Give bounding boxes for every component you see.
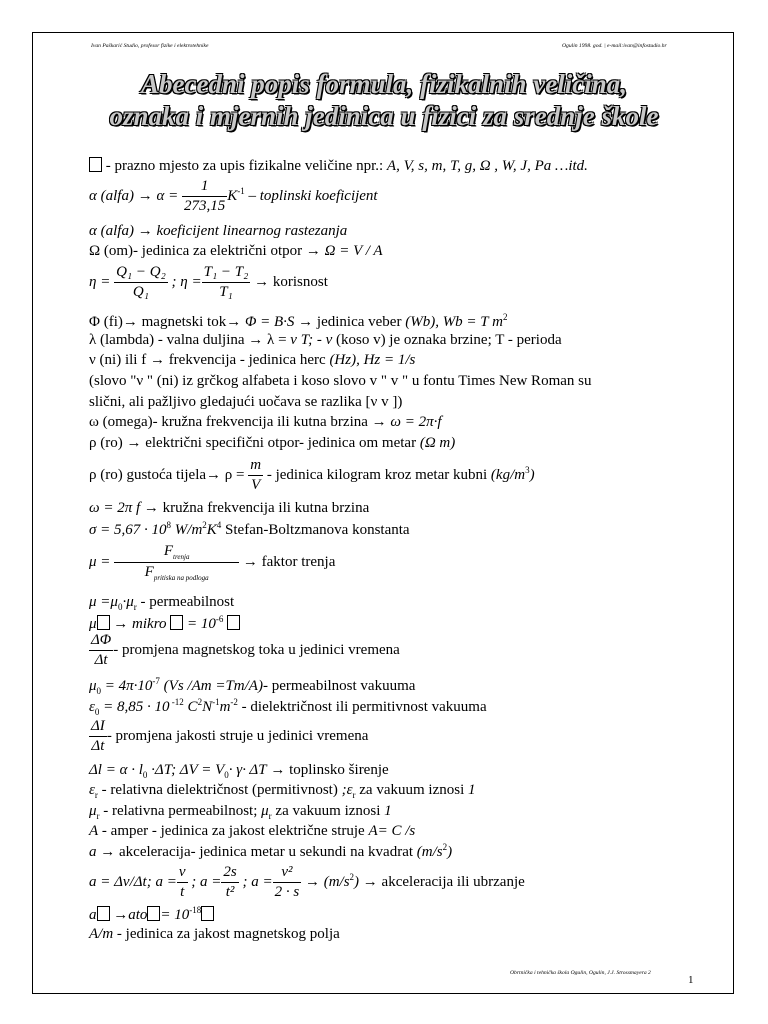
entry-resistivity: ρ (ro) → električni specifični otpor- jedinica om metar (Ω m): [89, 435, 456, 451]
entry-atto: $a \to ato = 10^{-18}$: [89, 905, 214, 924]
entry-friction-factor: μ = $\frac{F_{trenja}}{F_{pritiska na podloga}}$ → faktor trenja: [89, 543, 336, 582]
entry-flux-change: $\frac{\Delta\Phi}{\Delta t}$ - promjena magnetskog toka u jedinici vremena: [91, 632, 400, 668]
placeholder-box: [97, 906, 110, 921]
fraction: $\frac{\Delta I}{\Delta t}$: [91, 718, 105, 754]
page-number: 1: [688, 974, 694, 986]
entry-lambda: λ (lambda) - valna duljina → λ = v T; - v (koso v) je oznaka brzine; T - perioda: [89, 332, 562, 348]
entry-efficiency: η = $\frac{\text{Q₁ − Q₂}}{\text{Q₁}}$ ; η = $\frac{\text{T₁ − T₂}}{\text{T₁}}$ → korisnost: [89, 264, 328, 300]
entry-omega-angular: ω (omega)- kružna frekvencija ili kutna brzina → ω = 2π·f: [89, 414, 442, 430]
entry-thermal-expansion: $\Delta l = \alpha \cdot l_0 \cdot\Delta T$; $\Delta V = V_0\cdot \gamma\cdot \Delta T$ → toplinsko širenje: [89, 762, 389, 780]
footer-school: Obrtnička i tehnička škola Ogulin, Ogulin, J.J. Strossmayera 2: [510, 970, 651, 976]
placeholder-box: [201, 906, 214, 921]
entry-micro: μ → mikro = $10^{-6}$: [89, 614, 240, 633]
fraction: $\frac{F_{trenja}}{F_{pritiska na podloga}}$: [114, 543, 239, 582]
entry-omega-2pif: ω = 2π f → kružna frekvencija ili kutna brzina: [89, 500, 370, 516]
header-contact: Ogulin 1998. god. | e-mail:ivan@infostudio.hr: [562, 43, 667, 49]
entry-placeholder: - prazno mjesto za upis fizikalne veličine npr.: A, V, s, m, T, g, Ω , W, J, Pa …itd.: [89, 157, 588, 175]
entry-alfa-linear: α (alfa) → koeficijent linearnog rastezanja: [89, 223, 348, 239]
title-line-2: oznaka i mjernih jedinica u fizici za srednje škole: [109, 101, 659, 131]
placeholder-box: [227, 615, 240, 630]
fraction: $\frac{\text{Q₁ − Q₂}}{\text{Q₁}}$: [116, 264, 166, 300]
entry-mu0: $\mu_0 = 4\pi\cdot 10^{-7}$ (Vs /Am =Tm/A)- permeabilnost vakuuma: [89, 676, 416, 696]
placeholder-box: [97, 615, 110, 630]
entry-note-2: slični, ali pažljivo gledajući uočava se razlika [ν v ]): [89, 394, 403, 410]
entry-epsilon-r: $\varepsilon_r$ - relativna dielektričnost (permitivnost) $;\varepsilon_r$ za vakuum iznosi 1: [89, 782, 476, 800]
entry-note-1: (slovo "ν " (ni) iz grčkog alfabeta i koso slovo v " v " u fontu Times New Roman su: [89, 373, 592, 389]
entry-acceleration-formulas: a = Δv/Δt; a = $\frac{v}{t}$ ; a = $\frac{2s}{\text{t²}}$ ; a = $\frac{\text{v²}}{2 \cdot s}$ → $(m/s^2)$ → akceleracija ili ubrzanje: [89, 864, 525, 900]
entry-permeability: $\mu =\mu_0\cdot\mu_r$ - permeabilnost: [89, 594, 235, 612]
entry-acceleration: a → akceleracija- jedinica metar u sekundi na kvadrat $(m/s^2)$: [89, 842, 453, 860]
entry-epsilon0: $\varepsilon_0 = 8,85 \cdot 10$ $^{-12}$ $C^2N^{-1}m^{-2}$ - dielektričnost ili permitivnost vakuuma: [89, 697, 487, 717]
entry-density: ρ (ro) gustoća tijela→ ρ = $\frac{m}{V}$ - jedinica kilogram kroz metar kubni $(kg/m^3)$: [89, 457, 535, 493]
placeholder-box: [147, 906, 160, 921]
fraction: $\frac{\text{v²}}{2 \cdot s}$: [274, 864, 300, 900]
fraction: $\frac{m}{V}$: [250, 457, 262, 493]
placeholder-box: [89, 157, 102, 172]
fraction: $\frac{\Delta\Phi}{\Delta t}$: [91, 632, 112, 668]
entry-ampere: A - amper - jedinica za jakost električne struje A= C /s: [89, 823, 416, 839]
title-line-1: Abecedni popis formula, fizikalnih veličina,: [140, 69, 627, 99]
entry-omega-ohm: Ω (om)- jedinica za električni otpor → Ω = V / A: [89, 243, 383, 259]
entry-frequency: ν (ni) ili f → frekvencija - jedinica herc (Hz), Hz = 1/s: [89, 352, 416, 368]
placeholder-box: [170, 615, 183, 630]
header-author: Ivan Paškarić Studio, profesor fizike i elektrotehnike: [91, 43, 209, 49]
document-title: [40, 68, 728, 132]
fraction: $\frac{1}{273,15}$: [183, 178, 226, 214]
entry-current-change: $\frac{\Delta I}{\Delta t}$ - promjena jakosti struje u jedinici vremena: [91, 718, 369, 754]
entry-mu-r: $\mu_r$ - relativna permeabilnost; $\mu_r$ za vakuum iznosi 1: [89, 803, 392, 821]
entry-magnetic-flux: Φ (fi)→ magnetski tok→ Φ = B·S → jedinica veber (Wb), Wb = T $m^2$: [89, 312, 508, 330]
fraction: $\frac{2s}{\text{t²}}$: [223, 864, 237, 900]
fraction: $\frac{\text{T₁ − T₂}}{\text{T₁}}$: [203, 264, 249, 300]
entry-magnetic-field-unit: A/m - jedinica za jakost magnetskog polja: [89, 926, 340, 942]
fraction: $\frac{v}{t}$: [178, 864, 186, 900]
entry-stefan-boltzmann: $\sigma = 5,67 \cdot 10^8$ $W/m^2K^4$ Stefan-Boltzmanova konstanta: [89, 520, 410, 538]
entry-alfa-thermal: α (alfa) → α = $\frac{1}{273,15}$ $K^{-1}$ – toplinski koeficijent: [89, 178, 378, 214]
